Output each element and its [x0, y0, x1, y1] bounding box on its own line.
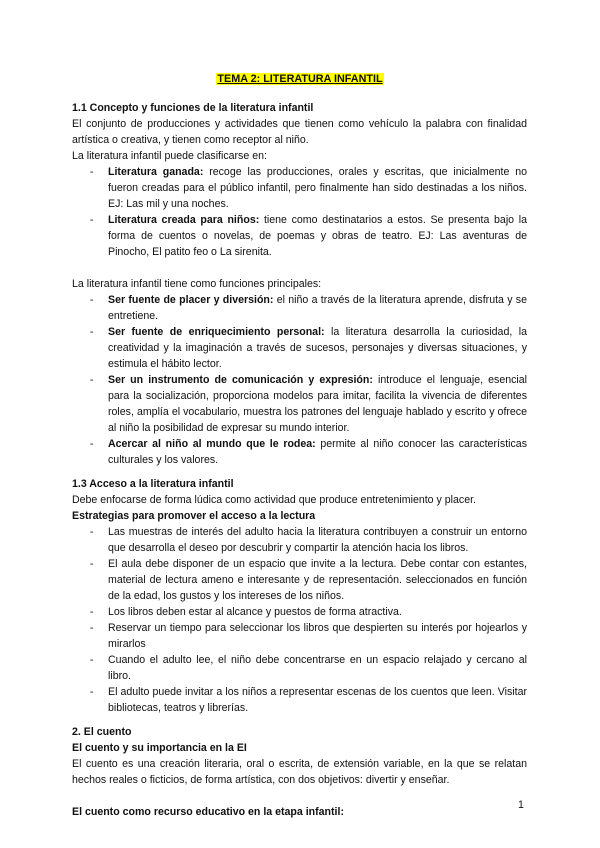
paragraph-functions-intro: La literatura infantil tiene como funciones principales:	[72, 278, 322, 290]
list-item: - El aula debe disponer de un espacio que invite a la lectura. Debe contar con estantes, material de lectura ameno e interesante y de representación. seleccionados en función de la edad, los gustos y los intereses de los niños.	[72, 556, 527, 604]
list-item-term: Acercar al niño al mundo que le rodea:	[108, 438, 316, 450]
subheading-recurso: El cuento como recurso educativo en la etapa infantil:	[72, 806, 344, 818]
list-item: - Reservar un tiempo para seleccionar los libros que despierten su interés por hojearlos y mirarlos	[72, 620, 527, 652]
list-item-text: la literatura desarrolla la curiosidad, la creatividad y la imaginación a través de sucesos, personajes y diversas situaciones, y estimula el hábito lector.	[108, 326, 527, 370]
list-functions	[72, 292, 527, 468]
list-item	[72, 324, 527, 372]
list-item: - Los libros deben estar al alcance y puestos de forma atractiva.	[72, 604, 527, 620]
list-item-text: introduce el lenguaje, esencial para la socialización, proporciona modelos para imitar, facilita la vivencia de diferentes roles, amplía el vocabulario, muestra los patrones del lenguaje hablado y escrito y ofrece al niño la posibilidad de expresar su mundo interior.	[108, 374, 528, 434]
list-item-term: Ser fuente de placer y diversión:	[108, 294, 274, 306]
list-item-text: permite al niño conocer las características culturales y los valores.	[108, 438, 527, 466]
paragraph-definition: El conjunto de producciones y actividades que tienen como vehículo la palabra con finalidad artística o creativa, y tienen como receptor al niño.	[72, 118, 527, 146]
section-heading-cuento: 2. El cuento	[72, 726, 132, 738]
document-body	[72, 100, 527, 820]
title-highlight: TEMA 2: LITERATURA INFANTIL	[217, 73, 383, 85]
list-item-term: Literatura ganada:	[108, 166, 204, 178]
list-strategies	[72, 524, 527, 716]
list-item-term: Literatura creada para niños:	[108, 214, 260, 226]
subheading-estrategias: Estrategias para promover el acceso a la lectura	[72, 510, 316, 522]
subheading-importancia: El cuento y su importancia en la EI	[72, 742, 247, 754]
section-heading-acceso: 1.3 Acceso a la literatura infantil	[72, 478, 234, 490]
list-item	[72, 372, 527, 436]
list-item-text: tiene como destinatarios a estos. Se presenta bajo la forma de cuentos o novelas, de poemas y obras de teatro. EJ: Las aventuras de Pinocho, El patito feo o La sirenita.	[108, 214, 527, 258]
list-item	[72, 212, 527, 260]
list-item: - Las muestras de interés del adulto hacia la literatura contribuyen a construir un entorno que desarrolla el deseo por descubrir y compartir la atención hacia los libros.	[72, 524, 527, 556]
page-number: 1	[518, 799, 524, 811]
paragraph-cuento: El cuento es una creación literaria, oral o escrita, de extensión variable, en la que se relatan hechos reales o ficticios, de forma artística, con dos objetivos: divertir y enseñar.	[72, 758, 527, 786]
paragraph-classify: La literatura infantil puede clasificarse en:	[72, 150, 267, 162]
list-item-text: el niño a través de la literatura aprende, disfruta y se entretiene.	[108, 294, 527, 322]
list-item: - El adulto puede invitar a los niños a representar escenas de los cuentos que leen. Visitar bibliotecas, teatros y librerías.	[72, 684, 527, 716]
list-types	[72, 164, 527, 260]
list-item-term: Ser fuente de enriquecimiento personal:	[108, 326, 325, 338]
list-item	[72, 292, 527, 324]
list-item-text: recoge las producciones, orales y escritas, que inicialmente no fueron creadas para el público infantil, pero finalmente han sido destinadas a los niños. EJ: Las mil y una noches.	[108, 166, 527, 210]
list-item-term: Ser un instrumento de comunicación y expresión:	[108, 374, 373, 386]
list-item	[72, 164, 527, 212]
document-title	[0, 71, 600, 87]
list-item: - Cuando el adulto lee, el niño debe concentrarse en un espacio relajado y cercano al libro.	[72, 652, 527, 684]
list-item	[72, 436, 527, 468]
section-heading-concepto: 1.1 Concepto y funciones de la literatura infantil	[72, 102, 314, 114]
paragraph-acceso-intro: Debe enfocarse de forma lúdica como actividad que produce entretenimiento y placer.	[72, 494, 476, 506]
